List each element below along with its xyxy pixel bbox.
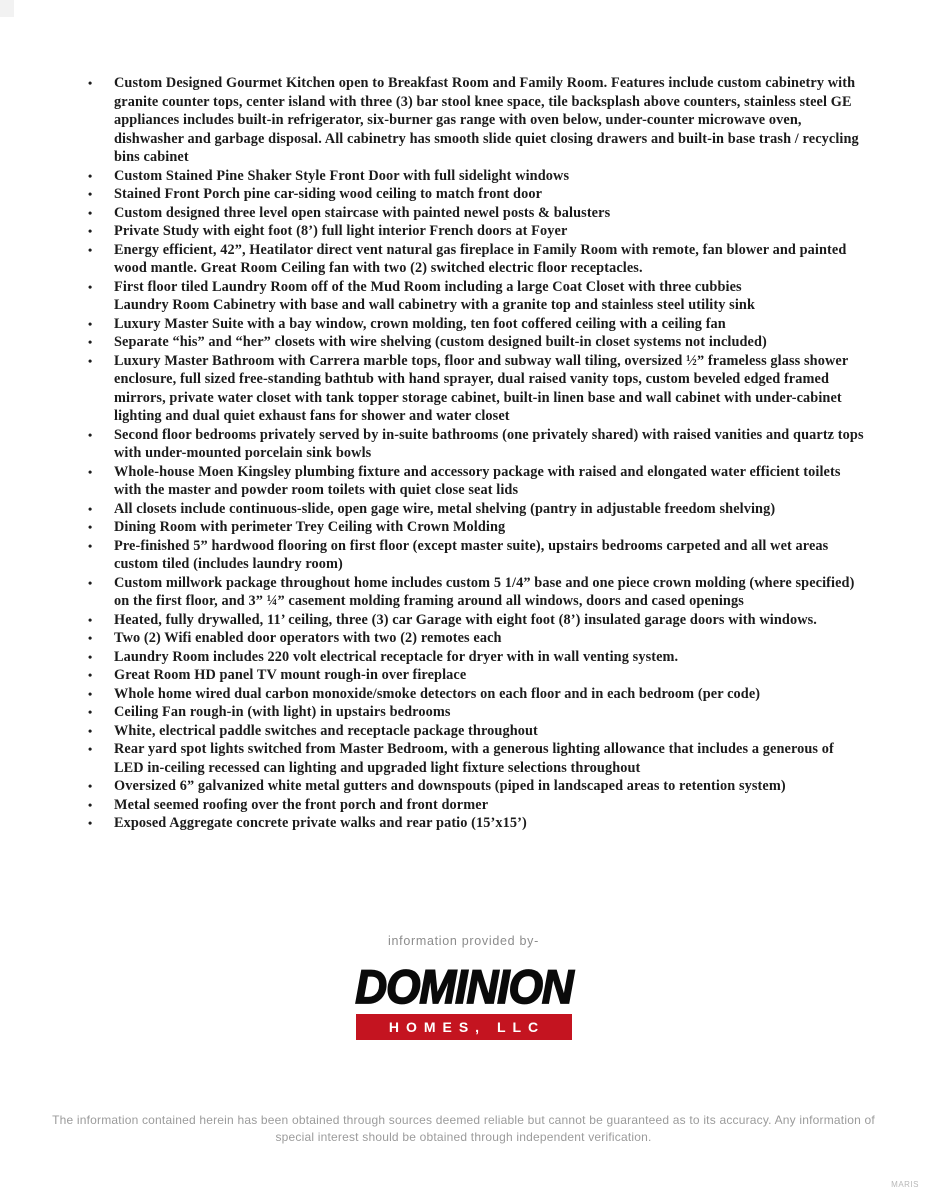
feature-text: [114, 74, 866, 167]
feature-text: [114, 204, 866, 223]
feature-item: [88, 185, 866, 204]
feature-line: Custom millwork package throughout home includes custom 5 1/4” base and one piece crown molding (where specified) on the first floor, and 3” ¼” casement molding framing around all windows, doors and cased openings: [114, 574, 855, 609]
feature-item: [88, 74, 866, 167]
feature-line: Energy efficient, 42”, Heatilator direct vent natural gas fireplace in Family Room with remote, fan blower and painted wood mantle. Great Room Ceiling fan with two (2) switched electric floor receptacles.: [114, 241, 847, 276]
feature-item: [88, 463, 866, 500]
disclaimer-text: [0, 1112, 927, 1145]
feature-text: [114, 167, 866, 186]
feature-item: [88, 740, 866, 777]
feature-line: Luxury Master Bathroom with Carrera marble tops, floor and subway wall tiling, oversized ½” frameless glass shower enclosure, full sized free-standing bathtub with hand sprayer, dual raised vanity tops, custom beveled edged framed mirrors, private water closet with tank topper storage cabinet, built-in linen base and wall cabinet with under-cabinet lighting and dual quiet exhaust fans for shower and water closet: [114, 352, 849, 424]
feature-item: [88, 167, 866, 186]
feature-line: Custom Stained Pine Shaker Style Front Door with full sidelight windows: [114, 167, 570, 184]
feature-item: [88, 500, 866, 519]
bullet-icon: •: [88, 723, 93, 738]
feature-text: [114, 703, 866, 722]
bullet-icon: •: [88, 224, 93, 238]
feature-line: Ceiling Fan rough-in (with light) in upstairs bedrooms: [114, 704, 451, 720]
feature-text: [114, 426, 866, 463]
feature-item: [88, 222, 866, 241]
bullet-icon: •: [88, 779, 93, 793]
feature-item: [88, 722, 866, 741]
bullet-icon: •: [88, 242, 93, 257]
feature-text: [114, 648, 866, 667]
bullet-icon: •: [88, 742, 93, 756]
feature-text: [114, 796, 866, 815]
feature-text: [114, 315, 866, 334]
feature-line: Oversized 6” galvanized white metal gutters and downspouts (piped in landscaped areas to retention system): [114, 778, 786, 794]
feature-text: [114, 352, 866, 426]
feature-line: Luxury Master Suite with a bay window, crown molding, ten foot coffered ceiling with a ceiling fan: [114, 315, 726, 332]
bullet-icon: •: [88, 668, 93, 682]
bullet-icon: •: [88, 335, 93, 349]
feature-text: [114, 574, 866, 611]
feature-line: Laundry Room Cabinetry with base and wall cabinetry with a granite top and stainless steel utility sink: [114, 297, 756, 313]
feature-item: [88, 352, 866, 426]
scan-corner-artifact: [0, 0, 14, 17]
feature-line: Stained Front Porch pine car-siding wood ceiling to match front door: [114, 186, 543, 202]
feature-line: Whole home wired dual carbon monoxide/smoke detectors on each floor and in each bedroom (per code): [114, 685, 761, 702]
feature-text: [114, 666, 866, 685]
feature-text: [114, 518, 866, 537]
feature-item: [88, 796, 866, 815]
feature-item: [88, 204, 866, 223]
bullet-icon: •: [88, 520, 93, 534]
bullet-icon: •: [88, 464, 93, 479]
feature-text: [114, 241, 866, 278]
feature-item: [88, 648, 866, 667]
feature-text: [114, 740, 866, 777]
feature-text: [114, 500, 866, 519]
feature-item: [88, 777, 866, 796]
feature-text: [114, 222, 866, 241]
feature-line: Two (2) Wifi enabled door operators with two (2) remotes each: [114, 630, 502, 646]
feature-item: [88, 426, 866, 463]
bullet-icon: •: [88, 168, 93, 183]
feature-item: [88, 333, 866, 352]
bullet-icon: •: [88, 649, 93, 664]
bullet-icon: •: [88, 686, 93, 701]
feature-item: [88, 315, 866, 334]
feature-text: [114, 777, 866, 796]
feature-item: [88, 685, 866, 704]
bullet-icon: •: [88, 797, 93, 812]
feature-text: [114, 537, 866, 574]
feature-item: [88, 703, 866, 722]
feature-text: [114, 185, 866, 204]
feature-item: [88, 629, 866, 648]
feature-item: [88, 518, 866, 537]
bullet-icon: •: [88, 76, 93, 90]
feature-text: [114, 629, 866, 648]
dominion-homes-logo: [0, 959, 927, 1040]
bullet-icon: •: [88, 631, 93, 645]
bullet-icon: •: [88, 427, 93, 442]
logo-red-bar: [356, 1014, 572, 1040]
feature-line: Whole-house Moen Kingsley plumbing fixture and accessory package with raised and elongated water efficient toilets with the master and powder room toilets with quiet close seat lids: [114, 463, 841, 498]
feature-text: [114, 278, 866, 315]
feature-line: Laundry Room includes 220 volt electrical receptacle for dryer with in wall venting system.: [114, 648, 679, 665]
disclaimer-line-1: The information contained herein has been obtained through sources deemed reliable but cannot be guaranteed as to its accuracy. Any information of: [52, 1113, 875, 1127]
maris-watermark: MARIS: [891, 1180, 919, 1189]
feature-text: [114, 814, 866, 833]
provider-note: information provided by-: [388, 934, 539, 948]
feature-line: Second floor bedrooms privately served by in-suite bathrooms (one privately shared) with raised vanities and quartz tops with under-mounted porcelain sink bowls: [114, 426, 864, 461]
feature-item: [88, 241, 866, 278]
feature-line: Separate “his” and “her” closets with wire shelving (custom designed built-in closet systems not included): [114, 334, 767, 350]
bullet-icon: •: [88, 501, 93, 516]
feature-line: All closets include continuous-slide, open gage wire, metal shelving (pantry in adjustable freedom shelving): [114, 500, 776, 517]
feature-item: [88, 666, 866, 685]
logo-subtitle: HOMES, LLC: [388, 1019, 546, 1035]
feature-line: Great Room HD panel TV mount rough-in over fireplace: [114, 667, 467, 683]
bullet-icon: •: [88, 575, 93, 590]
disclaimer-line-2: special interest should be obtained through independent verification.: [275, 1129, 652, 1144]
feature-text: [114, 722, 866, 741]
bullet-icon: •: [88, 353, 93, 368]
feature-item: [88, 537, 866, 574]
feature-item: [88, 278, 866, 315]
feature-item: [88, 814, 866, 833]
bullet-icon: •: [88, 279, 93, 294]
feature-line: Custom Designed Gourmet Kitchen open to Breakfast Room and Family Room. Features include custom cabinetry with granite counter tops, center island with three (3) bar stool knee space, tile backsplash above counters, stainless steel GE appliances includes built-in refrigerator, six-burner gas range with oven below, under-counter microwave oven, dishwasher and garbage disposal. All cabinetry has smooth slide quiet closing drawers and built-in base trash / recycling bins cabinet: [114, 75, 859, 165]
feature-line: White, electrical paddle switches and receptacle package throughout: [114, 722, 538, 739]
feature-line: Metal seemed roofing over the front porch and front dormer: [114, 796, 489, 813]
feature-line: Dining Room with perimeter Trey Ceiling with Crown Molding: [114, 519, 506, 535]
feature-line: Custom designed three level open staircase with painted newel posts & balusters: [114, 204, 611, 221]
bullet-icon: •: [88, 316, 93, 331]
logo-wordmark: DOMINION: [354, 959, 573, 1014]
bullet-icon: •: [88, 187, 93, 201]
bullet-icon: •: [88, 538, 93, 553]
feature-list: [88, 74, 866, 833]
feature-line: First floor tiled Laundry Room off of the Mud Room including a large Coat Closet with three cubbies: [114, 278, 742, 295]
bullet-icon: •: [88, 705, 93, 719]
feature-line: Heated, fully drywalled, 11’ ceiling, three (3) car Garage with eight foot (8’) insulated garage doors with windows.: [114, 611, 817, 628]
feature-line: Rear yard spot lights switched from Master Bedroom, with a generous lighting allowance that includes a generous of LED in-ceiling recessed can lighting and upgraded light fixture selections throughout: [114, 741, 834, 776]
feature-text: [114, 333, 866, 352]
feature-text: [114, 611, 866, 630]
bullet-icon: •: [88, 612, 93, 627]
feature-line: Pre-finished 5” hardwood flooring on first floor (except master suite), upstairs bedrooms carpeted and all wet areas custom tiled (includes laundry room): [114, 537, 829, 572]
bullet-icon: •: [88, 816, 93, 830]
feature-text: [114, 463, 866, 500]
feature-line: Private Study with eight foot (8’) full light interior French doors at Foyer: [114, 223, 568, 239]
feature-item: [88, 574, 866, 611]
feature-item: [88, 611, 866, 630]
bullet-icon: •: [88, 205, 93, 220]
feature-text: [114, 685, 866, 704]
feature-line: Exposed Aggregate concrete private walks and rear patio (15’x15’): [114, 815, 527, 831]
